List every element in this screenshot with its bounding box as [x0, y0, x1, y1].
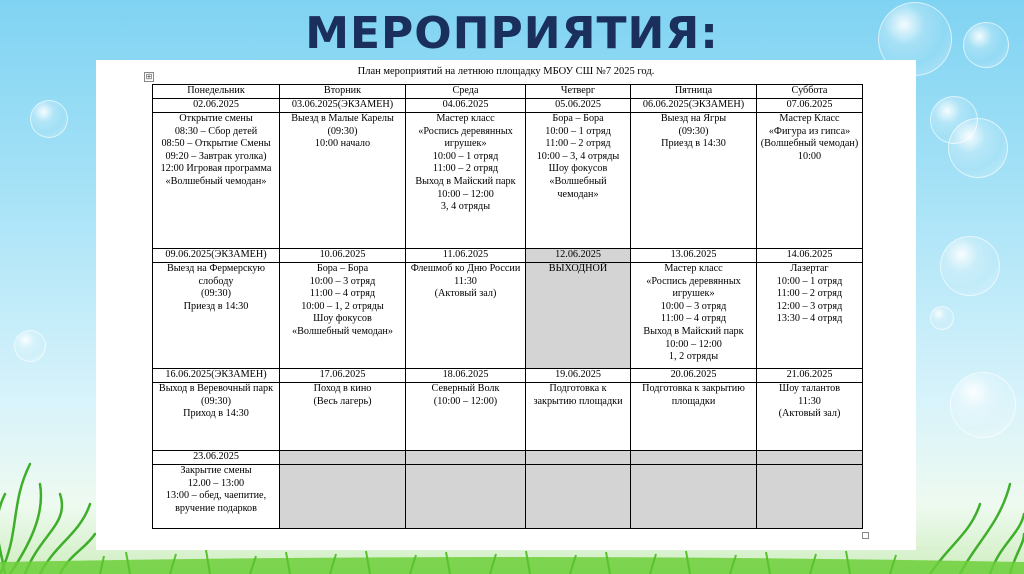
date-cell: 09.06.2025(ЭКЗАМЕН) [153, 249, 280, 263]
date-cell: 18.06.2025 [406, 369, 526, 383]
event-cell: Подготовка к закрытию площадки [631, 383, 757, 451]
empty-cell [757, 451, 863, 465]
event-cell: Закрытие смены 12.00 – 13:00 13:00 – обед, чаепитие, вручение подарков [153, 465, 280, 529]
date-row [153, 249, 863, 263]
event-cell: Северный Волк (10:00 – 12:00) [406, 383, 526, 451]
event-cell: Выход в Веревочный парк (09:30) Приход в 14:30 [153, 383, 280, 451]
date-cell: 20.06.2025 [631, 369, 757, 383]
event-cell: ВЫХОДНОЙ [526, 263, 631, 369]
day-header: Вторник [280, 85, 406, 99]
event-cell: Выезд на Фермерскую слободу (09:30) Приезд в 14:30 [153, 263, 280, 369]
empty-cell [280, 465, 406, 529]
day-header: Понедельник [153, 85, 280, 99]
date-row [153, 99, 863, 113]
event-cell: Поход в кино (Весь лагерь) [280, 383, 406, 451]
event-row [153, 465, 863, 529]
day-header: Среда [406, 85, 526, 99]
schedule-table [152, 84, 863, 529]
decorative-bubble [14, 330, 46, 362]
event-cell: Бора – Бора 10:00 – 3 отряд 11:00 – 4 отряд 10:00 – 1, 2 отряды Шоу фокусов «Волшебный чемодан» [280, 263, 406, 369]
table-move-handle-icon[interactable]: ⊞ [145, 72, 153, 81]
page-title: МЕРОПРИЯТИЯ: [305, 8, 719, 59]
date-cell: 10.06.2025 [280, 249, 406, 263]
day-header: Четверг [526, 85, 631, 99]
event-cell: Мастер класс «Роспись деревянных игрушек» 10:00 – 3 отряд 11:00 – 4 отряд Выход в Майский парк 10:00 – 12:00 1, 2 отряды [631, 263, 757, 369]
date-cell: 12.06.2025 [526, 249, 631, 263]
decorative-bubble [948, 118, 1008, 178]
event-row [153, 113, 863, 249]
empty-cell [526, 451, 631, 465]
empty-cell [631, 451, 757, 465]
date-cell: 17.06.2025 [280, 369, 406, 383]
empty-cell [406, 451, 526, 465]
event-cell: Выезд на Ягры (09:30) Приезд в 14:30 [631, 113, 757, 249]
date-cell: 06.06.2025(ЭКЗАМЕН) [631, 99, 757, 113]
empty-cell [757, 465, 863, 529]
empty-cell [406, 465, 526, 529]
day-header-row [153, 85, 863, 99]
document-title: План мероприятий на летнюю площадку МБОУ СШ №7 2025 год. [357, 66, 655, 77]
day-header: Суббота [757, 85, 863, 99]
event-cell: Мастер класс «Роспись деревянных игрушек» 10:00 – 1 отряд 11:00 – 2 отряд Выход в Майский парк 10:00 – 12:00 3, 4 отряды [406, 113, 526, 249]
event-cell: Бора – Бора 10:00 – 1 отряд 11:00 – 2 отряд 10:00 – 3, 4 отряды Шоу фокусов «Волшебный чемодан» [526, 113, 631, 249]
event-cell: Лазертаг 10:00 – 1 отряд 11:00 – 2 отряд 12:00 – 3 отряд 13:30 – 4 отряд [757, 263, 863, 369]
event-cell: Подготовка к закрытию площадки [526, 383, 631, 451]
event-cell: Шоу талантов 11:30 (Актовый зал) [757, 383, 863, 451]
event-cell: Флешмоб ко Дню России 11:30 (Актовый зал) [406, 263, 526, 369]
event-row [153, 263, 863, 369]
date-cell: 14.06.2025 [757, 249, 863, 263]
date-cell: 13.06.2025 [631, 249, 757, 263]
date-cell: 23.06.2025 [153, 451, 280, 465]
date-cell: 19.06.2025 [526, 369, 631, 383]
date-cell: 11.06.2025 [406, 249, 526, 263]
date-cell: 02.06.2025 [153, 99, 280, 113]
document-page [96, 60, 916, 550]
date-row [153, 369, 863, 383]
day-header: Пятница [631, 85, 757, 99]
event-row [153, 383, 863, 451]
empty-cell [280, 451, 406, 465]
decorative-bubble [940, 236, 1000, 296]
date-cell: 21.06.2025 [757, 369, 863, 383]
decorative-bubble [30, 100, 68, 138]
event-cell: Выезд в Малые Карелы (09:30) 10:00 начало [280, 113, 406, 249]
event-cell: Открытие смены 08:30 – Сбор детей 08:50 – Открытие Смены 09:20 – Завтрак уголка) 12:00 Игровая программа «Волшебный чемодан» [153, 113, 280, 249]
empty-cell [631, 465, 757, 529]
empty-cell [526, 465, 631, 529]
date-cell: 05.06.2025 [526, 99, 631, 113]
date-cell: 16.06.2025(ЭКЗАМЕН) [153, 369, 280, 383]
date-cell: 04.06.2025 [406, 99, 526, 113]
date-cell: 07.06.2025 [757, 99, 863, 113]
table-resize-handle[interactable] [862, 532, 869, 539]
date-cell: 03.06.2025(ЭКЗАМЕН) [280, 99, 406, 113]
event-cell: Мастер Класс «Фигура из гипса» (Волшебный чемодан) 10:00 [757, 113, 863, 249]
date-row [153, 451, 863, 465]
decorative-bubble [930, 306, 954, 330]
